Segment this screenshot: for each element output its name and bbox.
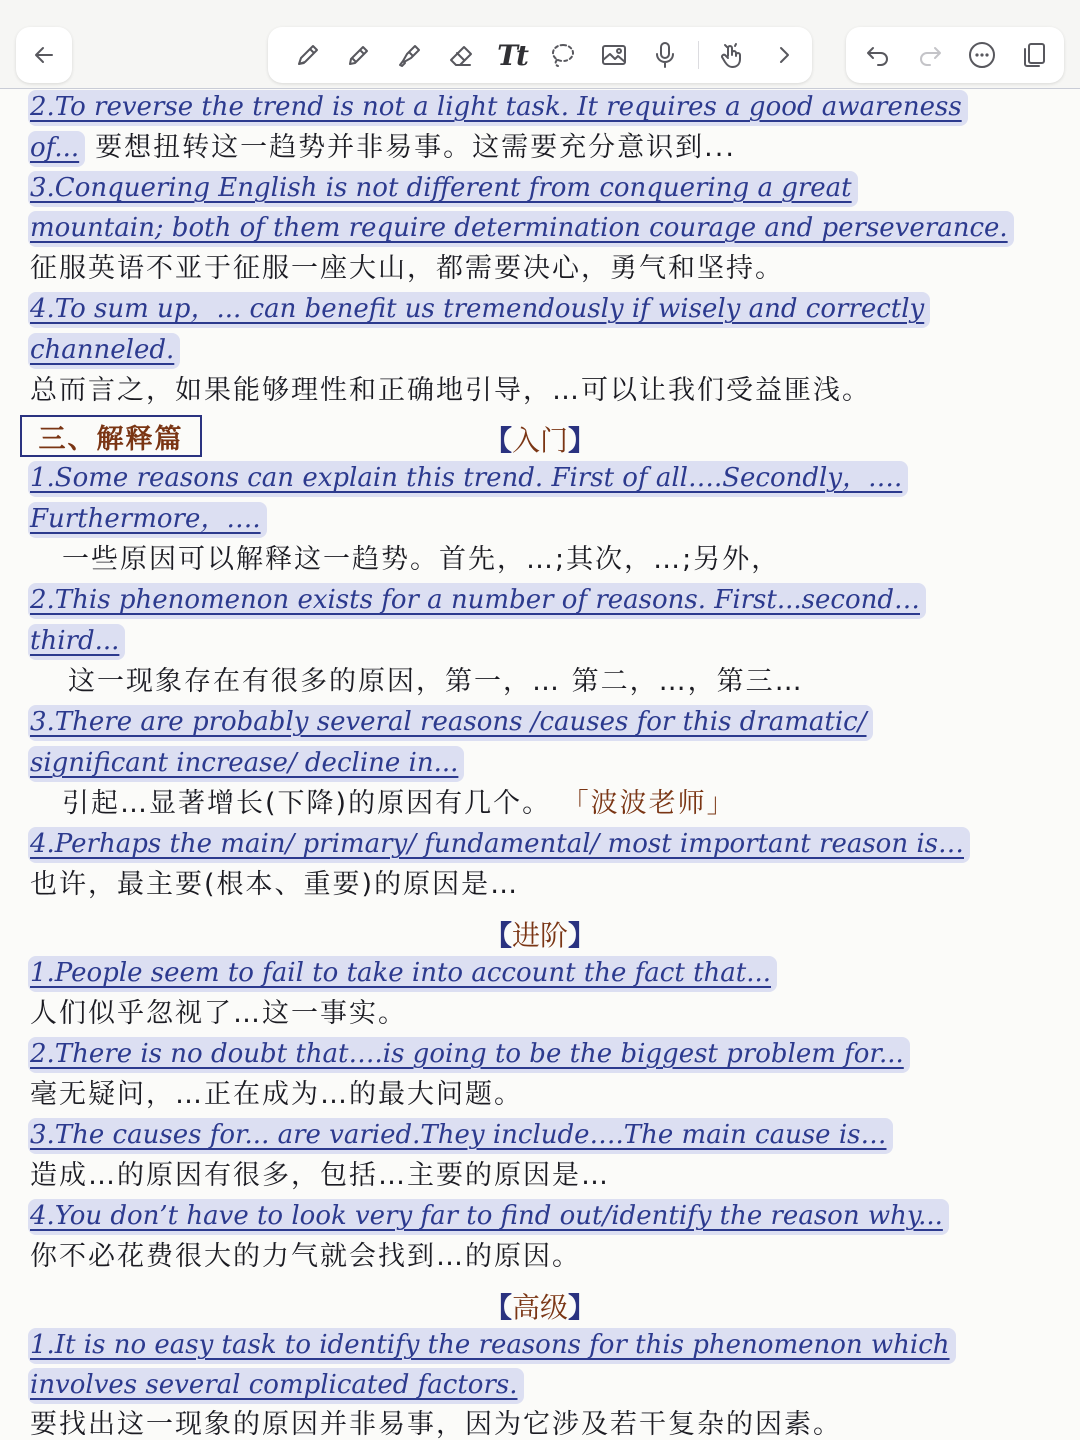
chinese-translation: 毫无疑问，…正在成为…的最大问题。	[30, 1079, 523, 1110]
drawing-tools-pill	[268, 27, 812, 83]
image-icon[interactable]	[592, 33, 636, 77]
chinese-translation: 造成…的原因有很多，包括…主要的原因是…	[30, 1160, 610, 1191]
chinese-translation: 要找出这一现象的原因并非易事，因为它涉及若干复杂的因素。	[30, 1409, 842, 1440]
chinese-translation: 征服英语不亚于征服一座大山，都需要决心，勇气和坚持。	[30, 253, 784, 284]
back-pill	[16, 27, 72, 83]
more-icon[interactable]	[960, 33, 1004, 77]
english-sentence: 2.There is no doubt that….is going to be the biggest problem for...	[28, 1041, 910, 1067]
pages-icon[interactable]	[1012, 33, 1056, 77]
microphone-icon[interactable]	[643, 33, 687, 77]
english-sentence: 2.To reverse the trend is not a light task. It requires a good awareness	[28, 94, 968, 120]
english-sentence: 4.Perhaps the main/ primary/ fundamental/ most important reason is…	[28, 831, 970, 857]
undo-icon[interactable]	[856, 33, 900, 77]
chinese-translation: 要想扭转这一趋势并非易事。这需要充分意识到...	[95, 132, 736, 163]
chinese-translation: 一些原因可以解释这一趋势。首先，…;其次，…;另外，	[62, 544, 781, 575]
english-sentence: 4.You don’t have to look very far to find out/identify the reason why...	[28, 1203, 949, 1229]
chinese-translation: 也许，最主要(根本、重要)的原因是…	[30, 869, 520, 900]
english-sentence: 1.It is no easy task to identify the reasons for this phenomenon which	[28, 1332, 956, 1358]
chevron-right-icon[interactable]	[762, 33, 806, 77]
toolbar	[0, 0, 1080, 89]
english-sentence: significant increase/ decline in...	[28, 750, 464, 776]
english-sentence: of... 要想扭转这一趋势并非易事。这需要充分意识到...	[28, 134, 736, 161]
eraser-icon[interactable]	[439, 33, 483, 77]
english-sentence: involves several complicated factors.	[28, 1372, 524, 1398]
english-sentence: 3.Conquering English is not different from conquering a great	[28, 175, 858, 201]
text-tool-icon[interactable]: Tt	[497, 38, 527, 72]
english-sentence: 1.Some reasons can explain this trend. First of all….Secondly，….	[28, 465, 908, 491]
teacher-signature: 「波波老师」	[575, 788, 736, 819]
english-sentence: 4.To sum up，... can benefit us tremendously if wisely and correctly	[28, 296, 930, 322]
highlighter-icon[interactable]	[388, 33, 432, 77]
pen-icon[interactable]	[286, 33, 330, 77]
pencil-icon[interactable]	[337, 33, 381, 77]
back-arrow-icon[interactable]	[22, 33, 66, 77]
english-sentence: 1.People seem to fail to take into account the fact that...	[28, 960, 777, 986]
chinese-translation: 你不必花费很大的力气就会找到…的原因。	[30, 1241, 581, 1272]
note-page	[0, 88, 1080, 1440]
chinese-translation: 这一现象存在有很多的原因，第一，… 第二，…，第三…	[68, 666, 804, 697]
english-sentence: 3.The causes for... are varied.They include….The main cause is…	[28, 1122, 893, 1148]
history-actions-pill	[846, 27, 1064, 83]
redo-icon[interactable]	[908, 33, 952, 77]
chinese-translation: 总而言之，如果能够理性和正确地引导，…可以让我们受益匪浅。	[30, 375, 871, 406]
english-sentence: channeled.	[28, 337, 180, 363]
english-sentence: mountain; both of them require determination courage and perseverance.	[28, 215, 1014, 241]
chinese-translation: 引起…显著增长(下降)的原因有几个。 「波波老师」	[62, 788, 736, 819]
touch-hand-icon[interactable]	[710, 33, 754, 77]
section-heading: 三、解释篇	[20, 415, 202, 457]
level-heading-intermediate: 【进阶】	[483, 919, 597, 952]
chinese-translation: 人们似乎忽视了…这一事实。	[30, 998, 407, 1029]
english-sentence: third...	[28, 628, 125, 654]
lasso-icon[interactable]	[541, 33, 585, 77]
level-heading-advanced: 【高级】	[483, 1291, 597, 1324]
english-sentence: Furthermore，….	[28, 506, 267, 532]
english-sentence: 2.This phenomenon exists for a number of reasons. First...second…	[28, 587, 926, 613]
toolbar-divider	[698, 41, 699, 69]
level-heading-beginner: 【入门】	[483, 424, 597, 457]
english-sentence: 3.There are probably several reasons /causes for this dramatic/	[28, 709, 873, 735]
